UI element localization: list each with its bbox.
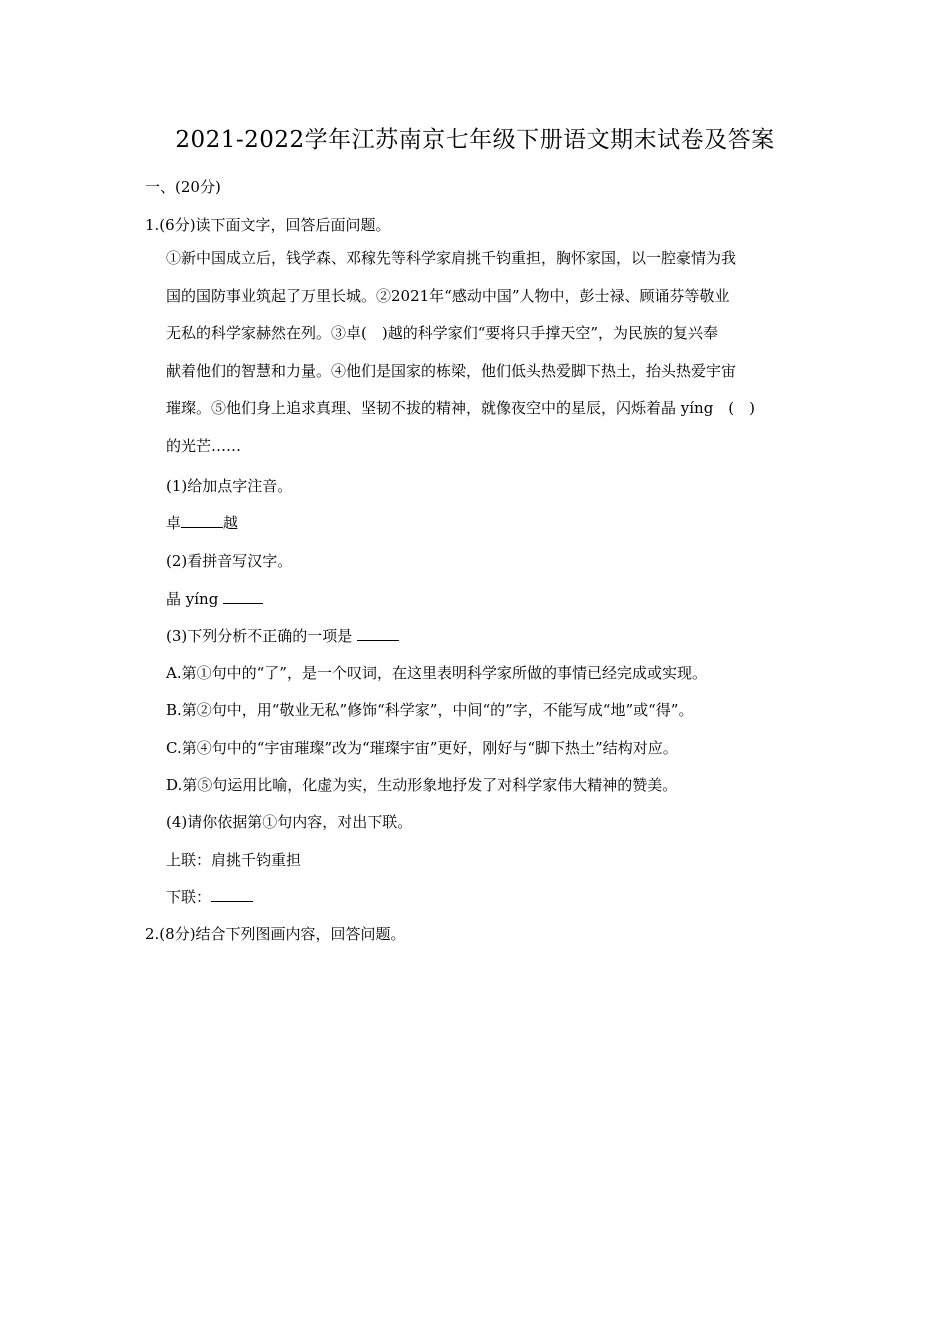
answer-blank[interactable]	[223, 589, 263, 604]
lower-couplet-label: 下联：	[166, 888, 212, 906]
question-1-passage	[166, 240, 816, 465]
answer-blank[interactable]	[357, 626, 399, 641]
sub-question-1-answer	[166, 512, 238, 534]
question-1-stem: 1.(6分)读下面文字，回答后面问题。	[145, 216, 391, 234]
passage-line: 的光芒……	[166, 436, 242, 455]
sub-question-2-label: (2)看拼音写汉字。	[166, 552, 293, 570]
document-title: 2021-2022学年江苏南京七年级下册语文期末试卷及答案	[175, 127, 775, 153]
sub-question-1-label: (1)给加点字注音。	[166, 477, 293, 495]
option-b: B.第②句中，用“敬业无私”修饰“科学家”，中间“的”字，不能写成“地”或“得”。	[166, 701, 694, 719]
answer-blank[interactable]	[211, 887, 253, 902]
sub-question-3-label	[166, 625, 399, 647]
option-c: C.第④句中的“宇宙璀璨”改为“璀璨宇宙”更好，刚好与“脚下热土”结构对应。	[166, 739, 678, 757]
passage-line: 无私的科学家赫然在列。③卓( )越的科学家们“要将只手撑天空”，为民族的复兴奉	[166, 324, 719, 342]
answer-suffix: 越	[223, 514, 239, 532]
passage-line: ①新中国成立后，钱学森、邓稼先等科学家肩挑千钧重担，胸怀家国，以一腔豪情为我	[166, 249, 737, 267]
sub-question-3-text: (3)下列分析不正确的一项是	[166, 627, 353, 645]
passage-line: 璀璨。⑤他们身上追求真理、坚韧不拔的精神，就像夜空中的星辰，闪烁着晶 yíng ( )	[166, 399, 756, 417]
answer-prefix: 晶 yíng	[166, 590, 219, 608]
passage-line: 献着他们的智慧和力量。④他们是国家的栋梁，他们低头热爱脚下热土，抬头热爱宇宙	[166, 361, 737, 380]
sub-question-4-label: (4)请你依据第①句内容，对出下联。	[166, 813, 413, 831]
answer-prefix: 卓	[166, 514, 182, 532]
upper-couplet: 上联：肩挑千钧重担	[166, 851, 302, 869]
section-heading: 一、(20分)	[145, 178, 221, 196]
question-2-stem: 2.(8分)结合下列图画内容，回答问题。	[145, 925, 406, 943]
option-a: A.第①句中的“了”，是一个叹词，在这里表明科学家所做的事情已经完成或实现。	[166, 664, 707, 682]
lower-couplet	[166, 886, 253, 908]
passage-line: 国的国防事业筑起了万里长城。②2021年“感动中国”人物中，彭士禄、顾诵芬等敬业	[166, 286, 730, 305]
sub-question-2-answer	[166, 588, 263, 610]
option-d: D.第⑤句运用比喻，化虚为实，生动形象地抒发了对科学家伟大精神的赞美。	[166, 776, 678, 794]
answer-blank[interactable]	[181, 513, 223, 528]
